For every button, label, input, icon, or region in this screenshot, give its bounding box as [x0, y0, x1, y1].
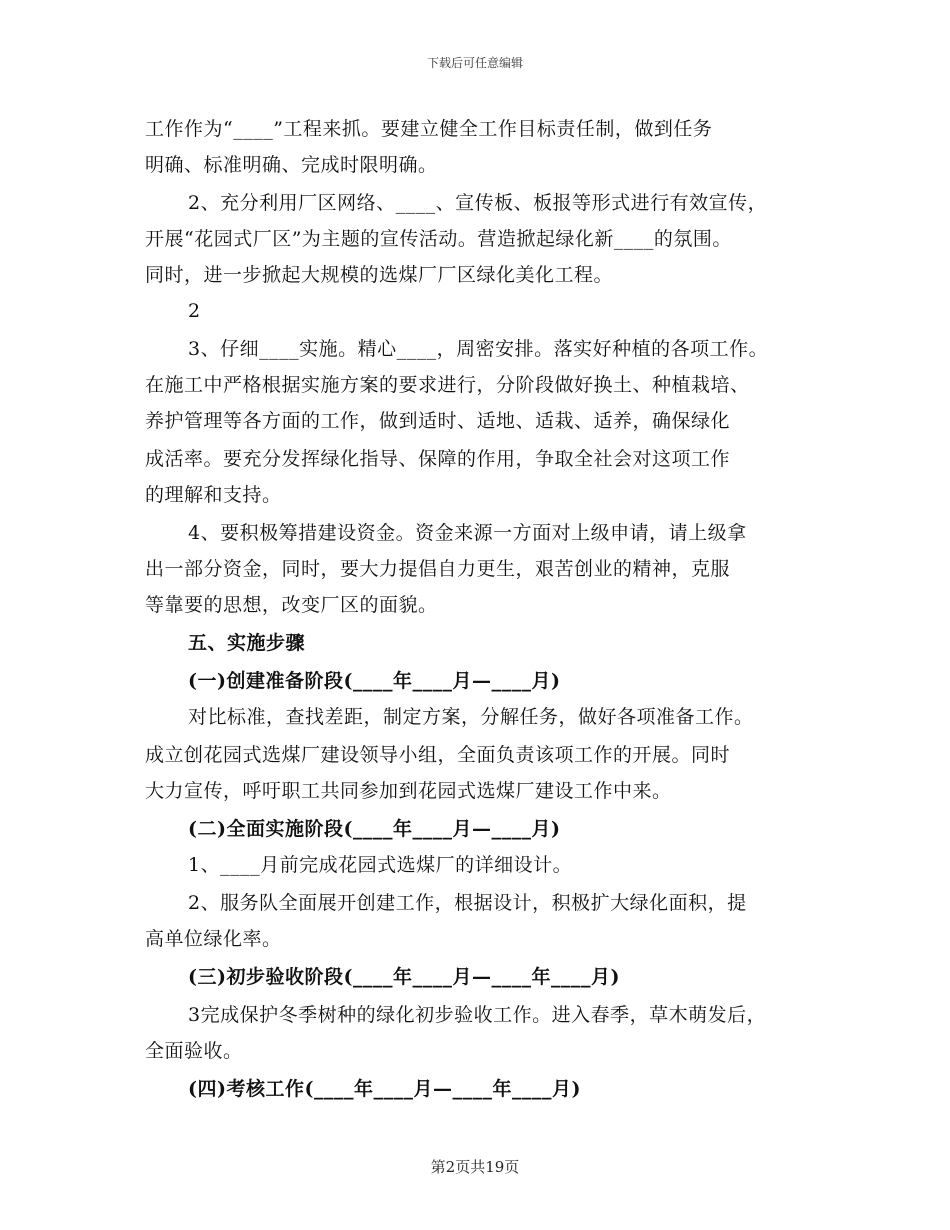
text-line: 3、仔细____实施。精心____，周密安排。落实好种植的各项工作。 — [188, 338, 769, 360]
text-line: 2、充分利用厂区网络、____、宣传板、板报等形式进行有效宣传， — [188, 192, 768, 214]
text-line: 的理解和支持。 — [145, 484, 282, 506]
page-header: 下载后可任意编辑 — [426, 56, 523, 70]
text-line: 4、要积极筹措建设资金。资金来源一方面对上级申请，请上级拿 — [188, 522, 747, 544]
text-line: 全面验收。 — [145, 1040, 243, 1062]
text-line: 成活率。要充分发挥绿化指导、保障的作用，争取全社会对这项工作 — [145, 448, 731, 470]
text-line: 2 — [188, 300, 201, 322]
text-line: 明确、标准明确、完成时限明确。 — [145, 154, 438, 176]
subsection-heading: (二)全面实施阶段(____年____月—____月) — [188, 818, 561, 840]
subsection-heading: (一)创建准备阶段(____年____月—____月) — [188, 670, 561, 692]
text-line: 1、____月前完成花园式选煤厂的详细设计。 — [188, 854, 573, 876]
text-line: 养护管理等各方面的工作，做到适时、适地、适栽、适养，确保绿化 — [145, 410, 731, 432]
text-line: 开展“花园式厂区”为主题的宣传活动。营造掀起绿化新____的氛围。 — [145, 228, 732, 250]
subsection-heading: (三)初步验收阶段(____年____月—____年____月) — [188, 966, 620, 988]
text-line: 出一部分资金，同时，要大力提倡自力更生，艰苦创业的精神，克服 — [145, 558, 731, 580]
text-line: 对比标准，查找差距，制定方案，分解任务，做好各项准备工作。 — [188, 706, 754, 728]
subsection-heading: (四)考核工作(____年____月—____年____月) — [188, 1078, 581, 1100]
text-line: 成立创花园式选煤厂建设领导小组，全面负责该项工作的开展。同时 — [145, 744, 731, 766]
section-heading: 五、实施步骤 — [188, 632, 306, 654]
text-line: 大力宣传，呼吁职工共同参加到花园式选煤厂建设工作中来。 — [145, 780, 672, 802]
text-line: 高单位绿化率。 — [145, 928, 282, 950]
text-line: 同时，进一步掀起大规模的选煤厂厂区绿化美化工程。 — [145, 264, 614, 286]
text-line: 3完成保护冬季树种的绿化初步验收工作。进入春季，草木萌发后， — [188, 1004, 767, 1026]
text-line: 在施工中严格根据实施方案的要求进行，分阶段做好换土、种植栽培、 — [145, 374, 750, 396]
page-number: 第2页共19页 — [430, 1158, 520, 1176]
text-line: 等靠要的思想，改变厂区的面貌。 — [145, 594, 438, 616]
text-line: 2、服务队全面展开创建工作，根据设计，积极扩大绿化面积，提 — [188, 892, 747, 914]
text-line: 工作作为“____”工程来抓。要建立健全工作目标责任制，做到任务 — [145, 118, 713, 140]
